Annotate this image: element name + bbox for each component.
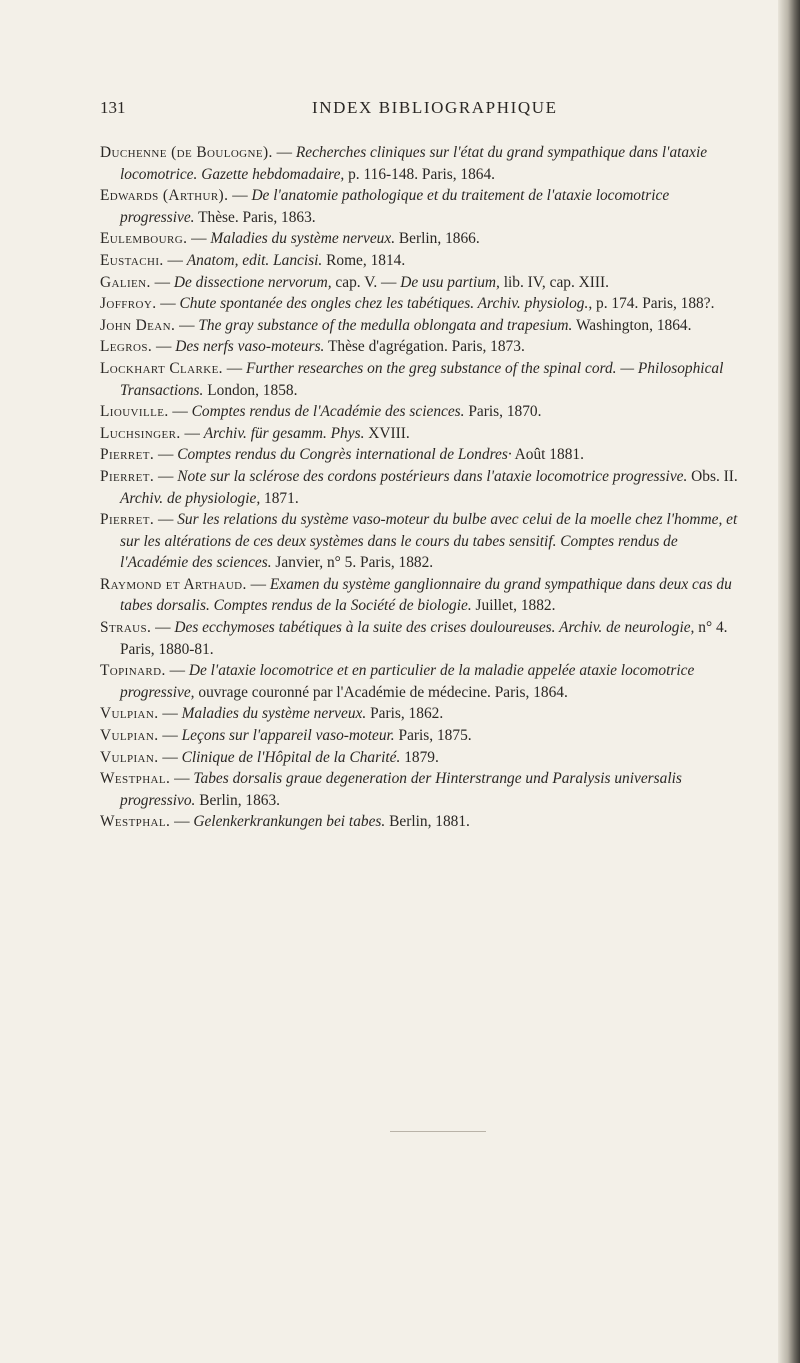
entry-author: Duchenne (de Boulogne).: [100, 144, 273, 161]
entry-author: Eustachi.: [100, 251, 164, 269]
entry-author: Joffroy.: [100, 295, 157, 313]
entry-title: Leçons sur l'appareil vaso-moteur.: [181, 727, 395, 745]
entry-author: Vulpian.: [100, 705, 159, 723]
entry-separator: —: [152, 338, 176, 356]
entry-title: Comptes rendus de l'Académie des sciences.: [191, 403, 465, 421]
bibliography-entry: [100, 315, 740, 337]
entry-title: The gray substance of the medulla oblongata and trapesium.: [198, 316, 573, 334]
bibliography-entry: [100, 768, 740, 811]
bibliography-entry: [100, 811, 740, 833]
entry-separator: —: [158, 705, 182, 723]
entry-separator: —: [165, 662, 189, 680]
page-header: [100, 98, 720, 122]
entry-author: Liouville.: [100, 403, 169, 421]
entry-details-second: lib. IV, cap. XIII.: [499, 273, 610, 291]
bibliography-entry: [100, 423, 740, 445]
page-number: 131: [100, 98, 126, 117]
entry-title: De l'anatomie pathologique et du traitement de l'ataxie locomotrice progressive.: [120, 187, 670, 226]
entry-author: Vulpian.: [100, 727, 159, 745]
running-title: INDEX BIBLIOGRAPHIQUE: [312, 98, 558, 117]
bibliography-entry: [100, 444, 740, 466]
bibliography-entry: [100, 466, 740, 509]
entry-title: De dissectione nervorum,: [173, 273, 332, 291]
entry-details: Washington, 1864.: [572, 316, 692, 334]
entry-separator: —: [158, 727, 182, 745]
entry-separator: —: [180, 424, 204, 442]
entry-author: Westphal.: [100, 770, 171, 788]
entry-title: Des nerfs vaso-moteurs.: [175, 338, 325, 356]
entry-separator: —: [154, 511, 178, 529]
entry-author: Vulpian.: [100, 748, 159, 766]
entry-title: Maladies du système nerveux.: [181, 705, 367, 723]
entry-separator: —: [163, 251, 187, 269]
bibliography-entry: [100, 617, 740, 660]
entry-title: Comptes rendus du Congrès international de Londres·: [177, 446, 512, 464]
entry-title-second: Archiv. de physiologie,: [120, 489, 261, 507]
entry-separator: —: [150, 273, 174, 291]
entry-details: Rome, 1814.: [322, 251, 406, 269]
entry-title-second: De usu partium,: [400, 273, 500, 291]
entry-details: p. 174. Paris, 188?.: [592, 295, 715, 313]
entry-details: n° 4. Paris, 1880-81.: [120, 619, 728, 658]
entry-separator: —: [175, 316, 199, 334]
entry-author: Westphal.: [100, 813, 171, 831]
entry-title: Anatom, edit. Lancisi.: [186, 251, 323, 269]
entry-details: Paris, 1870.: [464, 403, 542, 421]
entry-author: Straus.: [100, 619, 152, 637]
entry-details: Obs. II.: [687, 467, 738, 485]
entry-details: Janvier, n° 5. Paris, 1882.: [271, 554, 434, 572]
bibliography-entry: [100, 336, 740, 358]
entry-title: Des ecchymoses tabétiques à la suite des crises douloureuses. Archiv. de neurologie,: [174, 619, 695, 637]
entry-author: Raymond et Arthaud.: [100, 575, 247, 593]
entry-details: Thèse d'agrégation. Paris, 1873.: [324, 338, 525, 356]
entry-title: Maladies du système nerveux.: [210, 230, 396, 248]
bibliography-entry: [100, 228, 740, 250]
bibliography-entry: [100, 660, 740, 703]
entry-separator: —: [272, 144, 296, 161]
entry-details: London, 1858.: [203, 381, 298, 399]
entry-separator: —: [168, 403, 192, 421]
entry-details: 1879.: [400, 748, 439, 766]
entry-details: XVIII.: [364, 424, 410, 442]
entry-separator: —: [170, 770, 194, 788]
entry-separator: —: [222, 359, 247, 377]
entry-details: cap. V. —: [331, 273, 401, 291]
entry-details: Paris, 1862.: [366, 705, 444, 723]
entry-author: Edwards (Arthur).: [100, 187, 229, 205]
entry-details: p. 116-148. Paris, 1864.: [344, 165, 496, 183]
entry-title: Gelenkerkrankungen bei tabes.: [193, 813, 386, 831]
entry-details: Berlin, 1863.: [195, 791, 281, 809]
entry-author: Topinard.: [100, 662, 166, 680]
entry-separator: —: [154, 467, 178, 485]
entry-title: Sur les relations du système vaso-moteur du bulbe avec celui de la moelle chez l'homme, et sur les altérations de ces deux systèmes dans le cours du tabes sensitif. Comptes rendus de l'Académie des sciences.: [120, 511, 738, 572]
entry-details: Paris, 1875.: [394, 727, 472, 745]
bibliography-entry: [100, 293, 740, 315]
entry-author: Lockhart Clarke.: [100, 359, 223, 377]
entry-separator: —: [158, 748, 182, 766]
entry-title: Clinique de l'Hôpital de la Charité.: [181, 748, 401, 766]
entry-separator: —: [156, 295, 180, 313]
entry-separator: —: [246, 575, 270, 593]
entry-title: Note sur la sclérose des cordons postérieurs dans l'ataxie locomotrice progressive.: [177, 467, 688, 485]
bibliography-entry: [100, 142, 740, 185]
bibliography-entry: [100, 747, 740, 769]
entry-author: Pierret.: [100, 511, 155, 529]
entry-details-second: 1871.: [260, 489, 299, 507]
entry-author: Pierret.: [100, 467, 155, 485]
bibliography-entry: [100, 185, 740, 228]
entry-author: Eulembourg.: [100, 230, 188, 248]
bibliography-entry: [100, 703, 740, 725]
bibliography-entry: [100, 725, 740, 747]
entry-details: Berlin, 1866.: [395, 230, 480, 248]
pencil-mark: [390, 1131, 486, 1132]
entry-separator: —: [151, 619, 175, 637]
entry-details: Juillet, 1882.: [471, 597, 556, 615]
entry-author: Luchsinger.: [100, 424, 181, 442]
entry-title: Further researches on the greg substance of the spinal cord. — Philosophical Transactions.: [120, 359, 724, 399]
bibliography-entry: [100, 272, 740, 294]
bibliography-entry: [100, 358, 740, 401]
entry-title: Tabes dorsalis graue degeneration der Hinterstrange und Paralysis universalis progressivo.: [120, 770, 682, 809]
entry-title: Examen du système ganglionnaire du grand sympathique dans deux cas du tabes dorsalis. Comptes rendus de la Société de biologie.: [120, 575, 732, 615]
entry-separator: —: [170, 813, 194, 831]
entry-details: Berlin, 1881.: [385, 813, 470, 831]
page-edge-shadow: [778, 0, 800, 1363]
entry-author: John Dean.: [100, 316, 176, 334]
entry-author: Galien.: [100, 273, 151, 291]
entry-details: ouvrage couronné par l'Académie de médecine. Paris, 1864.: [194, 683, 568, 701]
bibliography-entry: [100, 574, 740, 617]
entry-title: Recherches cliniques sur l'état du grand sympathique dans l'ataxie locomotrice. Gazette hebdomadaire,: [120, 144, 708, 183]
entry-author: Legros.: [100, 338, 153, 356]
entry-details: Thèse. Paris, 1863.: [194, 208, 316, 226]
bibliography-list: [100, 142, 740, 833]
entry-separator: —: [228, 187, 252, 205]
entry-separator: —: [187, 230, 211, 248]
entry-details: Août 1881.: [511, 446, 584, 464]
entry-title: Archiv. für gesamm. Phys.: [203, 424, 365, 442]
entry-author: Pierret.: [100, 446, 155, 464]
entry-title: De l'ataxie locomotrice et en particulier de la maladie appelée ataxie locomotrice progressive,: [120, 662, 695, 701]
entry-title: Chute spontanée des ongles chez les tabétiques. Archiv. physiolog.,: [179, 295, 593, 313]
bibliography-entry: [100, 250, 740, 272]
entry-separator: —: [154, 446, 178, 464]
bibliography-entry: [100, 401, 740, 423]
bibliography-entry: [100, 509, 740, 574]
